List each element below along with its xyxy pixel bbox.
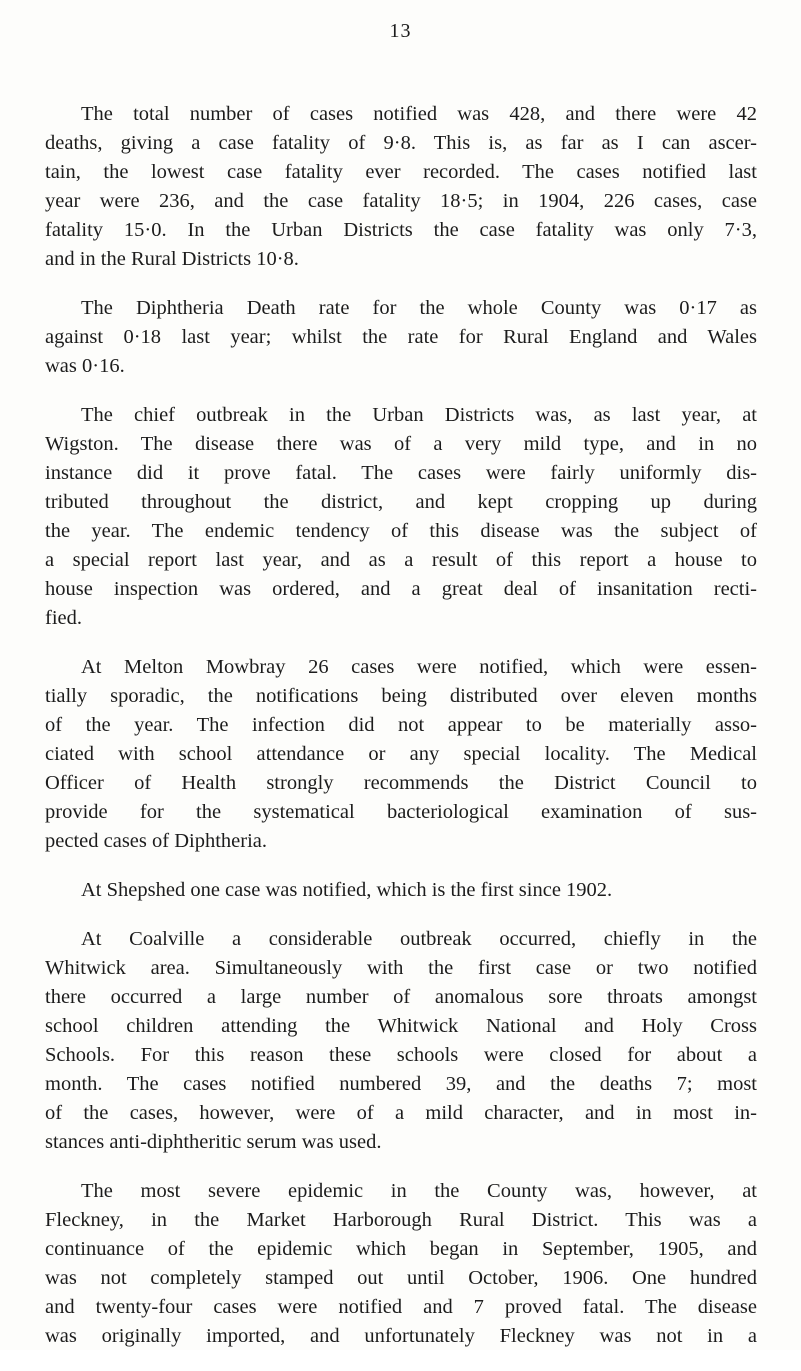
text-line: Wigston. The disease there was of a very mild type, and in no	[45, 433, 757, 455]
text-line: stances anti-diphtheritic serum was used.	[45, 1131, 382, 1153]
text-line: The most severe epidemic in the County was, however, at	[81, 1180, 757, 1202]
text-line: tain, the lowest case fatality ever recorded. The cases notified last	[45, 161, 757, 183]
text-line: provide for the systematical bacteriological examination of sus-	[45, 801, 757, 823]
paragraph-melton-mowbray	[45, 653, 757, 856]
text-line: month. The cases notified numbered 39, and the deaths 7; most	[45, 1073, 757, 1095]
text-line: The total number of cases notified was 428, and there were 42	[81, 103, 757, 125]
page-number: 13	[389, 20, 412, 42]
text-line: there occurred a large number of anomalous sore throats amongst	[45, 986, 757, 1008]
text-line: was 0·16.	[45, 355, 125, 377]
text-line: against 0·18 last year; whilst the rate for Rural England and Wales	[45, 326, 757, 348]
text-line: pected cases of Diphtheria.	[45, 830, 267, 852]
paragraph-shepshed	[45, 876, 757, 905]
body-text	[45, 100, 757, 1371]
text-line: and twenty-four cases were notified and 7 proved fatal. The disease	[45, 1296, 757, 1318]
text-line: Schools. For this reason these schools were closed for about a	[45, 1044, 757, 1066]
text-line: tially sporadic, the notifications being distributed over eleven months	[45, 685, 757, 707]
text-line: continuance of the epidemic which began in September, 1905, and	[45, 1238, 757, 1260]
paragraph-death-rate	[45, 294, 757, 381]
text-line: the year. The endemic tendency of this disease was the subject of	[45, 520, 757, 542]
text-line: deaths, giving a case fatality of 9·8. This is, as far as I can ascer-	[45, 132, 757, 154]
text-line: instance did it prove fatal. The cases were fairly uniformly dis-	[45, 462, 757, 484]
text-line: At Shepshed one case was notified, which is the first since 1902.	[81, 879, 613, 901]
text-line: Fleckney, in the Market Harborough Rural District. This was a	[45, 1209, 757, 1231]
text-line: was originally imported, and unfortunately Fleckney was not in a	[45, 1325, 757, 1347]
text-line: house inspection was ordered, and a great deal of insanitation recti-	[45, 578, 757, 600]
text-line: The chief outbreak in the Urban Districts was, as last year, at	[81, 404, 757, 426]
text-line: tributed throughout the district, and kept cropping up during	[45, 491, 757, 513]
text-line: and in the Rural Districts 10·8.	[45, 248, 299, 270]
text-line: At Melton Mowbray 26 cases were notified, which were essen-	[81, 656, 757, 678]
text-line: of the year. The infection did not appear to be materially asso-	[45, 714, 757, 736]
text-line: At Coalville a considerable outbreak occurred, chiefly in the	[81, 928, 757, 950]
text-line: fatality 15·0. In the Urban Districts the case fatality was only 7·3,	[45, 219, 757, 241]
text-line: ciated with school attendance or any special locality. The Medical	[45, 743, 757, 765]
text-line: fied.	[45, 607, 82, 629]
paragraph-case-fatality	[45, 100, 757, 274]
text-line: The Diphtheria Death rate for the whole County was 0·17 as	[81, 297, 757, 319]
text-line: year were 236, and the case fatality 18·5; in 1904, 226 cases, case	[45, 190, 757, 212]
text-line: school children attending the Whitwick National and Holy Cross	[45, 1015, 757, 1037]
text-line: was not completely stamped out until October, 1906. One hundred	[45, 1267, 757, 1289]
paragraph-fleckney	[45, 1177, 757, 1351]
text-line: of the cases, however, were of a mild character, and in most in-	[45, 1102, 757, 1124]
text-line: a special report last year, and as a result of this report a house to	[45, 549, 757, 571]
paragraph-wigston	[45, 401, 757, 633]
text-line: Whitwick area. Simultaneously with the first case or two notified	[45, 957, 757, 979]
paragraph-coalville	[45, 925, 757, 1157]
text-line: Officer of Health strongly recommends the District Council to	[45, 772, 757, 794]
